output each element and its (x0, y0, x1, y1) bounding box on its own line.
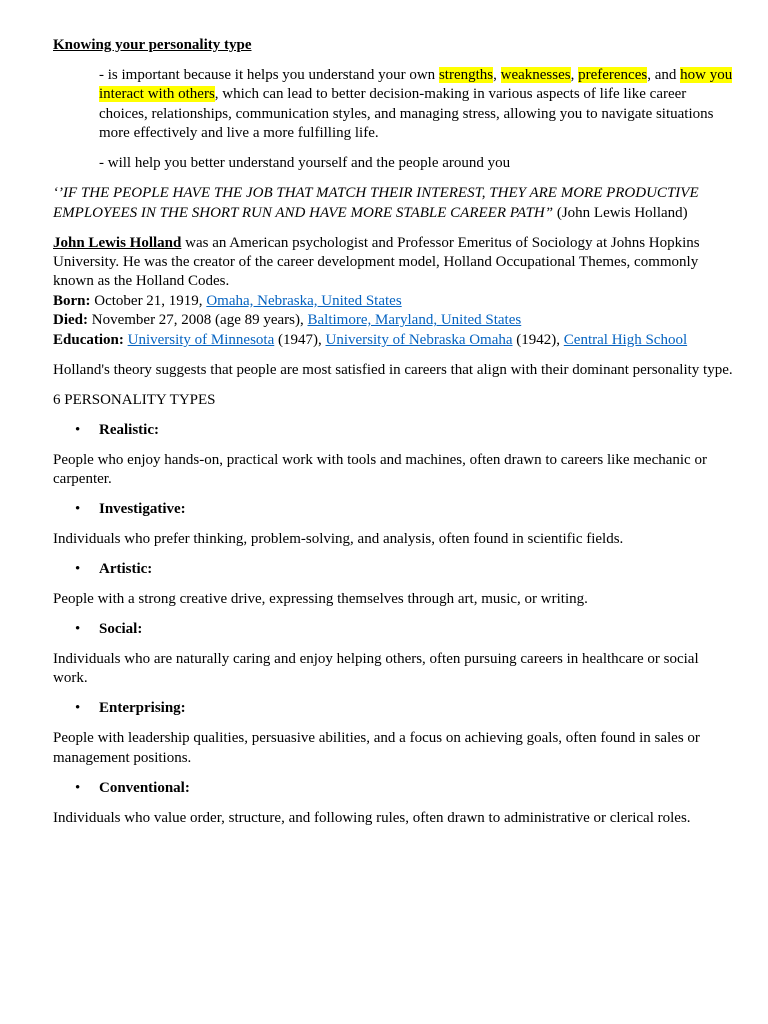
intro-sep: , and (647, 67, 681, 83)
type-desc-conventional: Individuals who value order, structure, and following rules, often drawn to administrative or clerical roles. (53, 809, 691, 826)
document-title: Knowing your personality type (53, 37, 252, 53)
intro-paragraph (53, 66, 733, 144)
type-desc-enterprising: People with leadership qualities, persuasive abilities, and a focus on achieving goals, often found in sales or management positions. (53, 730, 700, 766)
died-line (53, 311, 733, 330)
type-label: Realistic: (99, 421, 159, 438)
education-link-central-high[interactable]: Central High School (563, 331, 688, 348)
bullet-icon: • (75, 779, 81, 796)
died-label: Died: (53, 312, 88, 329)
quote-author: (John Lewis Holland) (553, 204, 688, 221)
bio-text: was an American psychologist and Professor Emeritus of Sociology at Johns Hopkins University. He was the creator of the career development model, Holland Occupational Themes, commonly known as the Holland Codes. (53, 234, 700, 290)
highlight-preferences: preferences (578, 67, 648, 83)
education-line (53, 331, 733, 350)
intro-sep: , (493, 67, 501, 83)
born-text: October 21, 1919, (90, 292, 207, 309)
born-label: Born: (53, 292, 91, 309)
education-year: (1942), (512, 331, 564, 348)
bullet-icon: • (75, 700, 81, 717)
type-desc-artistic: People with a strong creative drive, expressing themselves through art, music, or writing. (53, 591, 588, 608)
died-place-link[interactable]: Baltimore, Maryland, United States (307, 312, 522, 329)
quote-paragraph (53, 184, 733, 223)
type-item-investigative (53, 500, 733, 519)
type-item-social (53, 620, 733, 639)
bullet-icon: • (75, 561, 81, 578)
education-label: Education: (53, 331, 124, 348)
type-desc-investigative: Individuals who prefer thinking, problem-solving, and analysis, often found in scientific fields. (53, 531, 624, 548)
quote-text: ‘’IF THE PEOPLE HAVE THE JOB THAT MATCH THEIR INTEREST, THEY ARE MORE PRODUCTIVE EMPLOYEES IN THE SHORT RUN AND HAVE MORE STABLE CAREER PATH” (53, 185, 699, 221)
bullet-icon: • (75, 421, 81, 438)
bio-name: John Lewis Holland (53, 234, 182, 251)
highlight-interaction: how you interact with others (99, 67, 733, 103)
intro-sep: , (570, 67, 579, 83)
born-line (53, 292, 733, 311)
highlight-strengths: strengths (438, 67, 494, 83)
theory-paragraph: Holland's theory suggests that people are most satisfied in careers that align with their dominant personality type. (53, 361, 733, 378)
type-label: Social: (99, 621, 143, 638)
highlight-weaknesses: weaknesses (500, 67, 571, 83)
bullet-icon: • (75, 501, 81, 518)
type-item-conventional (53, 779, 733, 798)
document-title-line (53, 36, 733, 55)
intro-lead: - is important because it helps you understand your own (99, 67, 439, 83)
education-year: (1947), (274, 331, 326, 348)
bullet-icon: • (75, 621, 81, 638)
died-text: November 27, 2008 (age 89 years), (88, 312, 308, 329)
type-label: Conventional: (99, 779, 190, 796)
type-label: Enterprising: (99, 700, 186, 717)
bio-paragraph (53, 234, 733, 292)
document-body (53, 36, 733, 839)
types-heading: 6 PERSONALITY TYPES (53, 391, 216, 408)
type-label: Investigative: (99, 501, 186, 518)
intro-tail: , which can lead to better decision-making in various aspects of life like career choices, relationships, communication styles, and managing stress, allowing you to navigate situations more effectively and live a more fulfilling life. (99, 86, 714, 142)
education-link-minnesota[interactable]: University of Minnesota (127, 331, 275, 348)
type-item-realistic (53, 421, 733, 440)
education-link-nebraska-omaha[interactable]: University of Nebraska Omaha (325, 331, 513, 348)
type-label: Artistic: (99, 561, 153, 578)
born-place-link[interactable]: Omaha, Nebraska, United States (206, 292, 402, 309)
type-item-artistic (53, 560, 733, 579)
type-item-enterprising (53, 699, 733, 718)
type-desc-realistic: People who enjoy hands-on, practical work with tools and machines, often drawn to careers like mechanic or carpenter. (53, 451, 707, 488)
intro-paragraph-2: - will help you better understand yourself and the people around you (99, 155, 511, 172)
type-desc-social: Individuals who are naturally caring and enjoy helping others, often pursuing careers in healthcare or social work. (53, 651, 699, 687)
